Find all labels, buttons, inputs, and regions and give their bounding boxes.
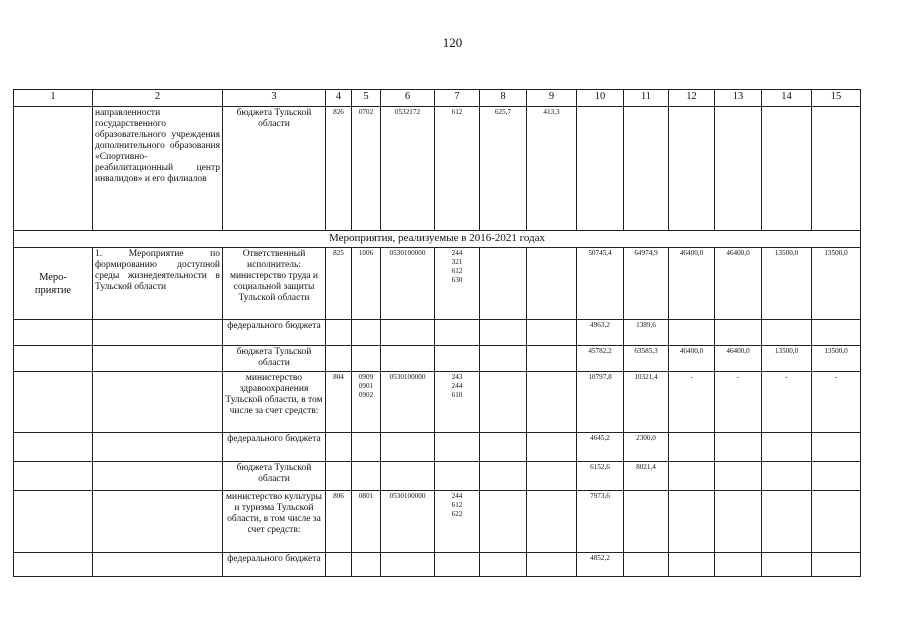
cell — [14, 320, 93, 346]
cell-value-11: 63585,3 — [624, 346, 669, 372]
cell-value-11: 64974,9 — [624, 248, 669, 320]
col-header-10: 10 — [577, 90, 624, 107]
cell-value-10: 4852,2 — [577, 553, 624, 577]
cell — [527, 433, 577, 462]
table-row-culture-ministry — [14, 491, 861, 553]
cell — [762, 462, 812, 491]
cell — [577, 107, 624, 231]
cell-csr: 0530100000 — [381, 491, 435, 553]
cell — [480, 553, 527, 577]
cell-grbs: 825 — [326, 248, 352, 320]
cell — [93, 491, 223, 553]
cell — [527, 553, 577, 577]
cell-grbs: 806 — [326, 491, 352, 553]
cell-value-15: - — [812, 372, 861, 433]
cell — [715, 491, 762, 553]
cell-value-10: 10797,8 — [577, 372, 624, 433]
cell — [480, 491, 527, 553]
cell-source: федерального бюджета — [223, 320, 326, 346]
cell — [669, 107, 715, 231]
cell — [435, 320, 480, 346]
cell-grbs: 804 — [326, 372, 352, 433]
cell — [14, 372, 93, 433]
cell — [762, 107, 812, 231]
page-number: 120 — [442, 35, 463, 50]
cell — [527, 372, 577, 433]
cell-description: направленности государственного образовательного учреждения дополнительного образования «Спортивно-реабилитационный центр инвалидов» и его филиалов — [93, 107, 223, 231]
cell-value-12: 46400,0 — [669, 346, 715, 372]
cell — [669, 320, 715, 346]
cell — [669, 553, 715, 577]
table-row-regional-1 — [14, 346, 861, 372]
cell-vr: 612 — [435, 107, 480, 231]
header-row — [14, 90, 861, 107]
cell-value-13: - — [715, 372, 762, 433]
cell-rzpr: 1006 — [352, 248, 381, 320]
cell — [381, 433, 435, 462]
col-header-7: 7 — [435, 90, 480, 107]
section-title: Мероприятия, реализуемые в 2016-2021 годах — [14, 231, 861, 248]
cell — [480, 346, 527, 372]
cell-value-14: - — [762, 372, 812, 433]
cell-value-15: 13500,0 — [812, 248, 861, 320]
cell — [14, 553, 93, 577]
table-row-federal-1 — [14, 320, 861, 346]
cell — [93, 462, 223, 491]
cell — [624, 491, 669, 553]
cell — [381, 462, 435, 491]
cell — [624, 107, 669, 231]
cell — [762, 553, 812, 577]
col-header-1: 1 — [14, 90, 93, 107]
col-header-12: 12 — [669, 90, 715, 107]
table-row-measure-1 — [14, 248, 861, 320]
cell-value-11: 10321,4 — [624, 372, 669, 433]
cell — [715, 553, 762, 577]
budget-table — [13, 89, 861, 577]
cell — [352, 320, 381, 346]
cell-vr: 244 612 622 — [435, 491, 480, 553]
cell-source: федерального бюджета — [223, 553, 326, 577]
cell — [527, 248, 577, 320]
cell — [14, 346, 93, 372]
cell-value-11: 2300,0 — [624, 433, 669, 462]
cell — [326, 433, 352, 462]
cell-rzpr: 0909 0901 0902 — [352, 372, 381, 433]
cell — [527, 462, 577, 491]
cell — [762, 491, 812, 553]
cell — [435, 553, 480, 577]
cell-rzpr: 0801 — [352, 491, 381, 553]
cell — [326, 346, 352, 372]
cell-value-11: 1389,6 — [624, 320, 669, 346]
col-header-5: 5 — [352, 90, 381, 107]
table-row-federal-3 — [14, 553, 861, 577]
col-header-11: 11 — [624, 90, 669, 107]
cell-rzpr: 0702 — [352, 107, 381, 231]
cell — [93, 372, 223, 433]
cell-source: федерального бюджета — [223, 433, 326, 462]
cell — [480, 462, 527, 491]
cell-value-10: 45782,2 — [577, 346, 624, 372]
section-row — [14, 231, 861, 248]
cell-value-12: 46400,0 — [669, 248, 715, 320]
cell — [812, 491, 861, 553]
cell — [762, 433, 812, 462]
cell — [762, 320, 812, 346]
cell-vr: 244 321 612 630 — [435, 248, 480, 320]
col-header-8: 8 — [480, 90, 527, 107]
col-header-2: 2 — [93, 90, 223, 107]
cell — [715, 320, 762, 346]
cell-value-10: 4963,2 — [577, 320, 624, 346]
col-header-3: 3 — [223, 90, 326, 107]
cell-measure-label: Меро- приятие — [14, 248, 93, 320]
cell — [14, 491, 93, 553]
cell — [381, 553, 435, 577]
cell — [326, 553, 352, 577]
cell-source: министерство здравоохранения Тульской области, в том числе за счет средств: — [223, 372, 326, 433]
cell-csr: 0530100000 — [381, 372, 435, 433]
cell — [435, 346, 480, 372]
cell-value-14: 13500,0 — [762, 346, 812, 372]
cell-source: бюджета Тульской области — [223, 346, 326, 372]
cell — [527, 346, 577, 372]
cell-grbs: 826 — [326, 107, 352, 231]
cell — [480, 433, 527, 462]
col-header-4: 4 — [326, 90, 352, 107]
cell — [381, 346, 435, 372]
col-header-14: 14 — [762, 90, 812, 107]
cell — [93, 433, 223, 462]
cell-value-12: - — [669, 372, 715, 433]
cell — [14, 107, 93, 231]
cell-source: Ответственный исполнитель: министерство труда и социальной защиты Тульской области — [223, 248, 326, 320]
cell — [93, 553, 223, 577]
cell — [480, 248, 527, 320]
cell-value-10: 4645,2 — [577, 433, 624, 462]
cell-source: бюджета Тульской области — [223, 107, 326, 231]
col-header-13: 13 — [715, 90, 762, 107]
table-row-federal-2 — [14, 433, 861, 462]
cell-source: бюджета Тульской области — [223, 462, 326, 491]
col-header-6: 6 — [381, 90, 435, 107]
col-header-15: 15 — [812, 90, 861, 107]
cell-value-10: 6152,6 — [577, 462, 624, 491]
cell-source: министерство культуры и туризма Тульской области, в том числе за счет средств: — [223, 491, 326, 553]
cell-value-10: 7973,6 — [577, 491, 624, 553]
cell-value-15: 13500,0 — [812, 346, 861, 372]
cell-value-11: 8021,4 — [624, 462, 669, 491]
cell — [93, 346, 223, 372]
cell — [381, 320, 435, 346]
cell — [352, 462, 381, 491]
cell-value-9: 413,3 — [527, 107, 577, 231]
cell-value-13: 46400,0 — [715, 248, 762, 320]
cell — [812, 553, 861, 577]
cell — [480, 372, 527, 433]
cell — [715, 462, 762, 491]
cell-value-13: 46400,0 — [715, 346, 762, 372]
cell — [715, 107, 762, 231]
cell — [812, 433, 861, 462]
cell-description: 1. Мероприятие по формированию доступной среды жизнедеятельности в Тульской области — [93, 248, 223, 320]
cell-vr: 243 244 610 — [435, 372, 480, 433]
cell — [669, 491, 715, 553]
cell — [435, 433, 480, 462]
cell — [14, 462, 93, 491]
cell — [352, 346, 381, 372]
cell — [93, 320, 223, 346]
cell — [326, 462, 352, 491]
table-row-center-branches — [14, 107, 861, 231]
cell-value-14: 13500,0 — [762, 248, 812, 320]
cell — [812, 320, 861, 346]
cell — [326, 320, 352, 346]
cell — [527, 320, 577, 346]
cell — [715, 433, 762, 462]
cell-csr: 0532172 — [381, 107, 435, 231]
cell — [812, 107, 861, 231]
cell — [480, 320, 527, 346]
cell — [14, 433, 93, 462]
cell — [669, 433, 715, 462]
table-row-regional-2 — [14, 462, 861, 491]
cell — [352, 433, 381, 462]
cell — [624, 553, 669, 577]
cell-value-8: 625,7 — [480, 107, 527, 231]
cell — [435, 462, 480, 491]
cell — [352, 553, 381, 577]
cell-value-10: 50745,4 — [577, 248, 624, 320]
cell — [527, 491, 577, 553]
col-header-9: 9 — [527, 90, 577, 107]
table-row-health-ministry — [14, 372, 861, 433]
cell — [669, 462, 715, 491]
cell — [812, 462, 861, 491]
cell-csr: 0530100000 — [381, 248, 435, 320]
